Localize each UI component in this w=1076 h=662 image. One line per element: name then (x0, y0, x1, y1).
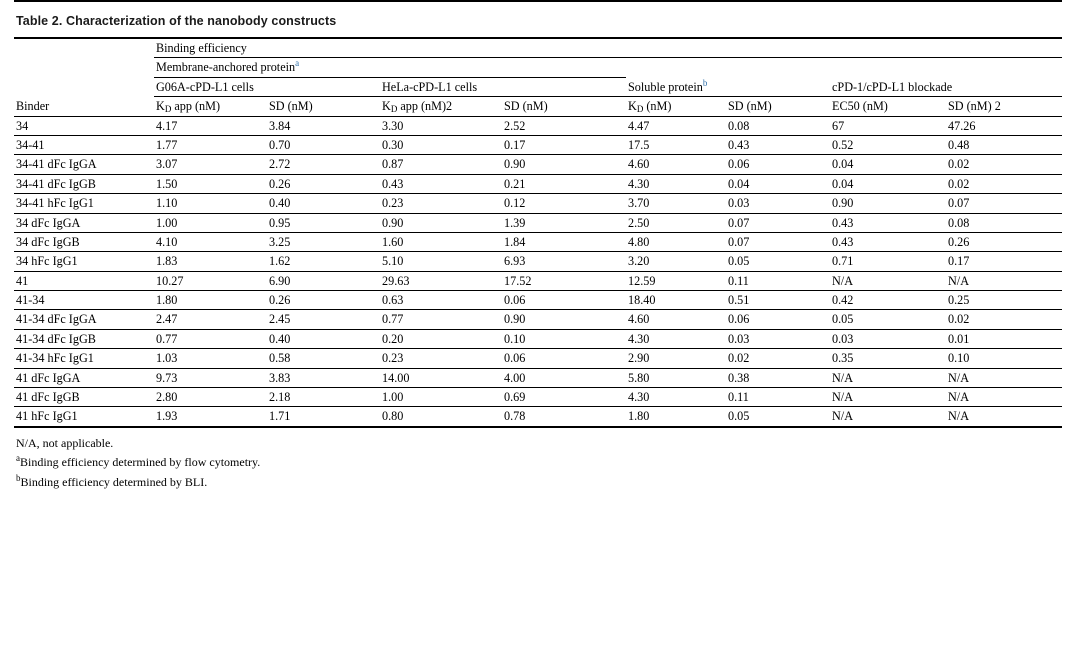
cell-sd-soluble: 0.05 (726, 252, 830, 271)
cell-kd-hela: 0.87 (380, 155, 502, 174)
group-header-subgroups (14, 77, 1062, 96)
table-row (14, 116, 1062, 135)
col-header-sd-soluble: SD (nM) (726, 97, 830, 116)
cell-sd-g06a: 2.45 (267, 310, 380, 329)
cell-sd-blockade: 0.17 (946, 252, 1062, 271)
cell-sd-g06a: 3.84 (267, 116, 380, 135)
cell-sd-hela: 2.52 (502, 116, 626, 135)
cell-kd-hela: 3.30 (380, 116, 502, 135)
cell-sd-soluble: 0.11 (726, 271, 830, 290)
cell-kd-soluble: 4.60 (626, 310, 726, 329)
cell-sd-hela: 0.69 (502, 388, 626, 407)
footnote-b-marker: b (16, 472, 21, 483)
col-header-kd-app-g06a: $K_D$ app (nM) (154, 97, 267, 116)
footnotes (14, 428, 1062, 492)
cell-kd-soluble: 4.30 (626, 329, 726, 348)
cell-ec50: N/A (830, 368, 946, 387)
cell-sd-soluble: 0.06 (726, 155, 830, 174)
cell-sd-g06a: 0.26 (267, 174, 380, 193)
cell-kd-g06a: 1.93 (154, 407, 267, 427)
cell-sd-blockade: 0.02 (946, 155, 1062, 174)
cell-sd-blockade: N/A (946, 388, 1062, 407)
cell-kd-soluble: 3.20 (626, 252, 726, 271)
table-row (14, 310, 1062, 329)
table-row (14, 174, 1062, 193)
cell-kd-g06a: 4.17 (154, 116, 267, 135)
footnote-b: $^b$Binding efficiency determined by BLI. (16, 472, 208, 489)
table-row (14, 135, 1062, 154)
cell-kd-soluble: 12.59 (626, 271, 726, 290)
cell-kd-g06a: 10.27 (154, 271, 267, 290)
cell-kd-g06a: 4.10 (154, 232, 267, 251)
column-header-row (14, 97, 1062, 116)
cell-kd-soluble: 18.40 (626, 291, 726, 310)
cell-ec50: 0.04 (830, 155, 946, 174)
hela-label: HeLa-cPD-L1 cells (380, 77, 626, 96)
cell-binder: 41-34 dFc IgGB (14, 329, 154, 348)
cell-kd-hela: 1.60 (380, 232, 502, 251)
cell-sd-hela: 0.12 (502, 194, 626, 213)
cell-sd-blockade: 0.02 (946, 174, 1062, 193)
cell-sd-soluble: 0.06 (726, 310, 830, 329)
cell-binder: 34-41 (14, 135, 154, 154)
cell-kd-soluble: 2.90 (626, 349, 726, 368)
cell-sd-soluble: 0.38 (726, 368, 830, 387)
cell-sd-g06a: 3.83 (267, 368, 380, 387)
col-header-kd-app-hela: $K_D$ app (nM)2 (380, 97, 502, 116)
cell-sd-blockade: N/A (946, 368, 1062, 387)
table-row (14, 271, 1062, 290)
cell-binder: 34-41 dFc IgGA (14, 155, 154, 174)
cell-ec50: 0.43 (830, 232, 946, 251)
cell-kd-soluble: 4.47 (626, 116, 726, 135)
soluble-protein-label (626, 77, 830, 96)
cell-sd-blockade: 0.02 (946, 310, 1062, 329)
membrane-anchored-text: Membrane-anchored protein (156, 60, 296, 75)
cell-kd-g06a: 1.83 (154, 252, 267, 271)
table-row (14, 388, 1062, 407)
cell-sd-soluble: 0.03 (726, 329, 830, 348)
cell-sd-g06a: 3.25 (267, 232, 380, 251)
cell-sd-soluble: 0.51 (726, 291, 830, 310)
table-row (14, 368, 1062, 387)
g06a-label: G06A-cPD-L1 cells (154, 77, 380, 96)
cell-sd-g06a: 0.40 (267, 194, 380, 213)
cell-sd-hela: 0.90 (502, 155, 626, 174)
cell-sd-blockade: 0.26 (946, 232, 1062, 251)
cell-sd-hela: 0.90 (502, 310, 626, 329)
cell-kd-g06a: 1.00 (154, 213, 267, 232)
cell-kd-g06a: 1.10 (154, 194, 267, 213)
cell-sd-soluble: 0.05 (726, 407, 830, 427)
cell-ec50: 0.35 (830, 349, 946, 368)
cell-sd-blockade: N/A (946, 407, 1062, 427)
blockade-label: cPD-1/cPD-L1 blockade (830, 77, 1062, 96)
cell-sd-soluble: 0.02 (726, 349, 830, 368)
col-header-kd-soluble: $K_D$ (nM) (626, 97, 726, 116)
cell-sd-soluble: 0.04 (726, 174, 830, 193)
table-row (14, 213, 1062, 232)
table-caption: Table 2. Characterization of the nanobody constructs (16, 14, 337, 28)
cell-sd-blockade: 0.07 (946, 194, 1062, 213)
cell-kd-g06a: 0.77 (154, 329, 267, 348)
cell-kd-soluble: 17.5 (626, 135, 726, 154)
footnote-a-marker: a (16, 453, 20, 464)
cell-binder: 41-34 dFc IgGA (14, 310, 154, 329)
cell-binder: 34 (14, 116, 154, 135)
footnote-marker-a: a (295, 58, 300, 69)
group-header-binding-efficiency (14, 39, 1062, 58)
cell-kd-hela: 5.10 (380, 252, 502, 271)
cell-kd-hela: 0.30 (380, 135, 502, 154)
cell-sd-hela: 1.39 (502, 213, 626, 232)
cell-ec50: 0.42 (830, 291, 946, 310)
cell-kd-hela: 0.63 (380, 291, 502, 310)
col-header-sd-g06a: SD (nM) (267, 97, 380, 116)
cell-sd-hela: 0.17 (502, 135, 626, 154)
cell-sd-g06a: 0.58 (267, 349, 380, 368)
cell-sd-g06a: 1.62 (267, 252, 380, 271)
cell-sd-hela: 0.06 (502, 291, 626, 310)
cell-sd-g06a: 0.95 (267, 213, 380, 232)
cell-binder: 41 (14, 271, 154, 290)
cell-binder: 34 dFc IgGA (14, 213, 154, 232)
cell-sd-g06a: 2.18 (267, 388, 380, 407)
table-row (14, 194, 1062, 213)
cell-sd-g06a: 6.90 (267, 271, 380, 290)
cell-sd-hela: 1.84 (502, 232, 626, 251)
empty-cell (14, 39, 154, 58)
cell-kd-hela: 0.20 (380, 329, 502, 348)
col-header-sd-hela: SD (nM) (502, 97, 626, 116)
empty-cell (14, 58, 154, 77)
group-header-membrane-anchored (14, 58, 1062, 77)
cell-sd-g06a: 2.72 (267, 155, 380, 174)
cell-ec50: 67 (830, 116, 946, 135)
cell-ec50: 0.03 (830, 329, 946, 348)
cell-sd-hela: 0.10 (502, 329, 626, 348)
cell-kd-hela: 1.00 (380, 388, 502, 407)
cell-sd-blockade: 0.10 (946, 349, 1062, 368)
cell-sd-soluble: 0.03 (726, 194, 830, 213)
footnote-a: $^a$Binding efficiency determined by flow cytometry. (16, 453, 261, 470)
cell-binder: 34-41 hFc IgG1 (14, 194, 154, 213)
cell-sd-g06a: 0.70 (267, 135, 380, 154)
cell-sd-soluble: 0.07 (726, 232, 830, 251)
cell-sd-soluble: 0.08 (726, 116, 830, 135)
cell-sd-hela: 0.06 (502, 349, 626, 368)
cell-binder: 41 dFc IgGB (14, 388, 154, 407)
col-header-sd-blockade: SD (nM) 2 (946, 97, 1062, 116)
cell-sd-hela: 0.21 (502, 174, 626, 193)
table-row (14, 155, 1062, 174)
cell-ec50: 0.43 (830, 213, 946, 232)
cell-kd-hela: 0.90 (380, 213, 502, 232)
cell-binder: 34 hFc IgG1 (14, 252, 154, 271)
cell-kd-soluble: 3.70 (626, 194, 726, 213)
cell-ec50: 0.71 (830, 252, 946, 271)
characterization-table (14, 39, 1062, 428)
table-row (14, 232, 1062, 251)
spacer-cell (830, 58, 1062, 77)
cell-ec50: 0.04 (830, 174, 946, 193)
cell-kd-hela: 0.23 (380, 349, 502, 368)
cell-kd-hela: 14.00 (380, 368, 502, 387)
cell-sd-blockade: 0.08 (946, 213, 1062, 232)
cell-kd-g06a: 3.07 (154, 155, 267, 174)
cell-ec50: N/A (830, 271, 946, 290)
binding-efficiency-label: Binding efficiency (154, 39, 1062, 58)
cell-kd-soluble: 2.50 (626, 213, 726, 232)
cell-kd-hela: 29.63 (380, 271, 502, 290)
col-header-ec50: EC50 (nM) (830, 97, 946, 116)
soluble-protein-text: Soluble protein (628, 79, 703, 94)
footnote-na: N/A, not applicable. (16, 435, 114, 450)
cell-sd-hela: 4.00 (502, 368, 626, 387)
table-row (14, 329, 1062, 348)
cell-sd-hela: 0.78 (502, 407, 626, 427)
cell-sd-soluble: 0.07 (726, 213, 830, 232)
spacer-cell (626, 58, 830, 77)
cell-kd-g06a: 1.77 (154, 135, 267, 154)
footnote-marker-b: b (702, 77, 708, 88)
cell-sd-blockade: N/A (946, 271, 1062, 290)
cell-sd-blockade: 47.26 (946, 116, 1062, 135)
empty-cell (14, 77, 154, 96)
table-row (14, 349, 1062, 368)
cell-sd-g06a: 0.26 (267, 291, 380, 310)
cell-kd-g06a: 1.50 (154, 174, 267, 193)
cell-kd-soluble: 4.30 (626, 388, 726, 407)
cell-kd-g06a: 1.80 (154, 291, 267, 310)
table-row (14, 252, 1062, 271)
cell-kd-soluble: 4.80 (626, 232, 726, 251)
membrane-anchored-label (154, 58, 626, 77)
cell-binder: 41-34 (14, 291, 154, 310)
cell-kd-soluble: 5.80 (626, 368, 726, 387)
cell-kd-g06a: 2.47 (154, 310, 267, 329)
table-row (14, 291, 1062, 310)
cell-kd-g06a: 2.80 (154, 388, 267, 407)
cell-kd-soluble: 4.30 (626, 174, 726, 193)
cell-ec50: 0.90 (830, 194, 946, 213)
cell-sd-hela: 6.93 (502, 252, 626, 271)
cell-sd-soluble: 0.43 (726, 135, 830, 154)
cell-kd-hela: 0.23 (380, 194, 502, 213)
cell-binder: 34 dFc IgGB (14, 232, 154, 251)
cell-sd-g06a: 1.71 (267, 407, 380, 427)
cell-binder: 41-34 hFc IgG1 (14, 349, 154, 368)
col-header-binder: Binder (14, 97, 154, 116)
cell-binder: 34-41 dFc IgGB (14, 174, 154, 193)
cell-sd-hela: 17.52 (502, 271, 626, 290)
cell-sd-blockade: 0.01 (946, 329, 1062, 348)
cell-ec50: N/A (830, 388, 946, 407)
cell-kd-hela: 0.77 (380, 310, 502, 329)
cell-sd-blockade: 0.48 (946, 135, 1062, 154)
cell-sd-soluble: 0.11 (726, 388, 830, 407)
cell-ec50: 0.52 (830, 135, 946, 154)
cell-sd-g06a: 0.40 (267, 329, 380, 348)
cell-kd-hela: 0.43 (380, 174, 502, 193)
cell-binder: 41 hFc IgG1 (14, 407, 154, 427)
cell-binder: 41 dFc IgGA (14, 368, 154, 387)
cell-ec50: 0.05 (830, 310, 946, 329)
table-row (14, 407, 1062, 427)
cell-sd-blockade: 0.25 (946, 291, 1062, 310)
cell-kd-soluble: 4.60 (626, 155, 726, 174)
cell-kd-g06a: 1.03 (154, 349, 267, 368)
cell-kd-g06a: 9.73 (154, 368, 267, 387)
cell-ec50: N/A (830, 407, 946, 427)
cell-kd-hela: 0.80 (380, 407, 502, 427)
cell-kd-soluble: 1.80 (626, 407, 726, 427)
